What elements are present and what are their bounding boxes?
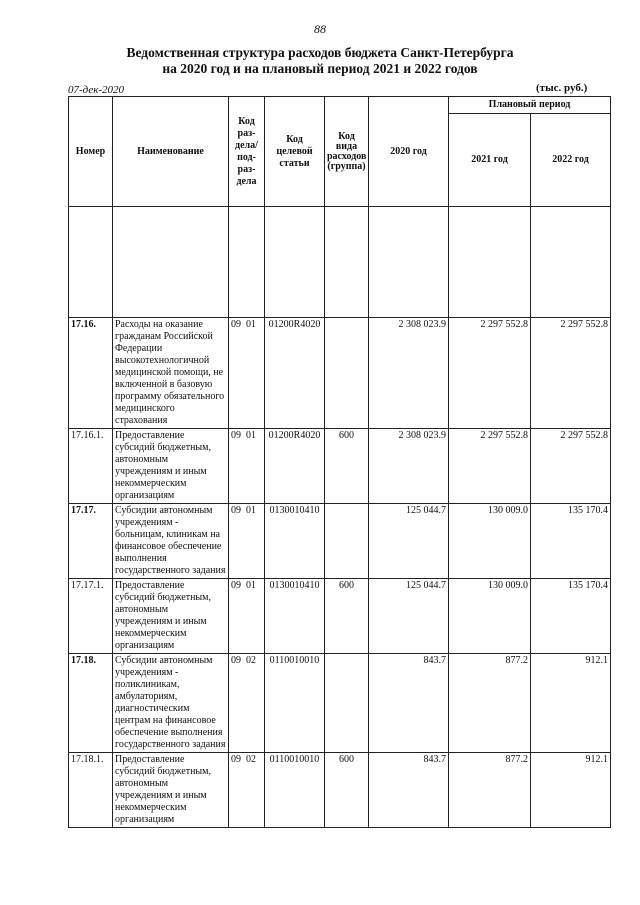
row-amount-2021: 2 297 552.8 <box>449 429 531 504</box>
row-expense-type: 600 <box>325 579 369 654</box>
section-code: 09 <box>231 655 241 666</box>
row-amount-2022: 912.1 <box>531 654 611 753</box>
row-amount-2022: 135 170.4 <box>531 504 611 579</box>
header-plan-period: Плановый период <box>449 97 611 114</box>
row-number: 17.17.1. <box>69 579 113 654</box>
subsection-code: 02 <box>246 655 256 666</box>
row-expense-type: 600 <box>325 753 369 828</box>
title-line-1: Ведомственная структура расходов бюджета Санкт-Петербурга <box>126 45 514 60</box>
row-name: Субсидии автономным учреждениям - поликлиникам, амбулаториям, диагностическим центрам на финансовое обеспечение выполнения государственного задания <box>113 654 229 753</box>
table-row <box>69 579 611 654</box>
row-number: 17.18.1. <box>69 753 113 828</box>
title-line-2: на 2020 год и на плановый период 2021 и 2022 годов <box>162 61 478 76</box>
row-amount-2020: 125 044.7 <box>369 504 449 579</box>
row-amount-2022: 2 297 552.8 <box>531 318 611 429</box>
row-name: Предоставление субсидий бюджетным, автономным учреждениям и иным некоммерческим организациям <box>113 753 229 828</box>
row-target-code: 0130010410 <box>265 579 325 654</box>
row-target-code: 0110010010 <box>265 654 325 753</box>
row-section-code <box>229 579 265 654</box>
section-code: 09 <box>231 430 241 441</box>
table-row <box>69 753 611 828</box>
spacer-row <box>69 207 611 318</box>
row-number: 17.18. <box>69 654 113 753</box>
row-name: Субсидии автономным учреждениям - больницам, клиникам на финансовое обеспечение выполнения государственного задания <box>113 504 229 579</box>
row-amount-2020: 125 044.7 <box>369 579 449 654</box>
row-expense-type <box>325 504 369 579</box>
row-amount-2021: 130 009.0 <box>449 504 531 579</box>
header-2021: 2021 год <box>449 114 531 207</box>
section-code: 09 <box>231 580 241 591</box>
row-section-code <box>229 429 265 504</box>
row-number: 17.16.1. <box>69 429 113 504</box>
row-name: Расходы на оказание гражданам Российской Федерации высокотехнологичной медицинской помощи, не включенной в базовую программу обязательного медицинского страхования <box>113 318 229 429</box>
subsection-code: 01 <box>246 430 256 441</box>
row-amount-2020: 843.7 <box>369 753 449 828</box>
row-amount-2022: 2 297 552.8 <box>531 429 611 504</box>
row-amount-2020: 2 308 023.9 <box>369 429 449 504</box>
row-expense-type <box>325 318 369 429</box>
row-amount-2022: 912.1 <box>531 753 611 828</box>
row-target-code: 01200R4020 <box>265 429 325 504</box>
row-section-code <box>229 318 265 429</box>
header-2022: 2022 год <box>531 114 611 207</box>
header-2020: 2020 год <box>369 97 449 207</box>
row-amount-2022: 135 170.4 <box>531 579 611 654</box>
subsection-code: 02 <box>246 754 256 765</box>
document-date: 07-дек-2020 <box>68 84 125 96</box>
section-code: 09 <box>231 319 241 330</box>
subsection-code: 01 <box>246 505 256 516</box>
row-target-code: 01200R4020 <box>265 318 325 429</box>
row-amount-2021: 130 009.0 <box>449 579 531 654</box>
table-row <box>69 429 611 504</box>
row-section-code <box>229 753 265 828</box>
header-number: Номер <box>69 97 113 207</box>
row-section-code <box>229 654 265 753</box>
header-section: Код раз-дела/ под-раз-дела <box>229 97 265 207</box>
budget-table <box>68 96 611 828</box>
units-label: (тыс. руб.) <box>536 82 588 94</box>
row-amount-2021: 877.2 <box>449 753 531 828</box>
row-expense-type <box>325 654 369 753</box>
table-row <box>69 504 611 579</box>
row-name: Предоставление субсидий бюджетным, автономным учреждениям и иным некоммерческим организациям <box>113 579 229 654</box>
row-section-code <box>229 504 265 579</box>
subsection-code: 01 <box>246 319 256 330</box>
row-number: 17.16. <box>69 318 113 429</box>
header-name: Наименование <box>113 97 229 207</box>
row-amount-2021: 877.2 <box>449 654 531 753</box>
row-amount-2021: 2 297 552.8 <box>449 318 531 429</box>
section-code: 09 <box>231 505 241 516</box>
table-row <box>69 654 611 753</box>
subsection-code: 01 <box>246 580 256 591</box>
row-target-code: 0110010010 <box>265 753 325 828</box>
header-target: Код целевой статьи <box>265 97 325 207</box>
row-amount-2020: 2 308 023.9 <box>369 318 449 429</box>
row-expense-type: 600 <box>325 429 369 504</box>
row-number: 17.17. <box>69 504 113 579</box>
document-title <box>0 45 640 77</box>
row-target-code: 0130010410 <box>265 504 325 579</box>
header-expense-type: Код вида расходов (группа) <box>325 97 369 207</box>
table-row <box>69 318 611 429</box>
section-code: 09 <box>231 754 241 765</box>
row-amount-2020: 843.7 <box>369 654 449 753</box>
row-name: Предоставление субсидий бюджетным, автономным учреждениям и иным некоммерческим организациям <box>113 429 229 504</box>
page-number: 88 <box>314 22 326 36</box>
